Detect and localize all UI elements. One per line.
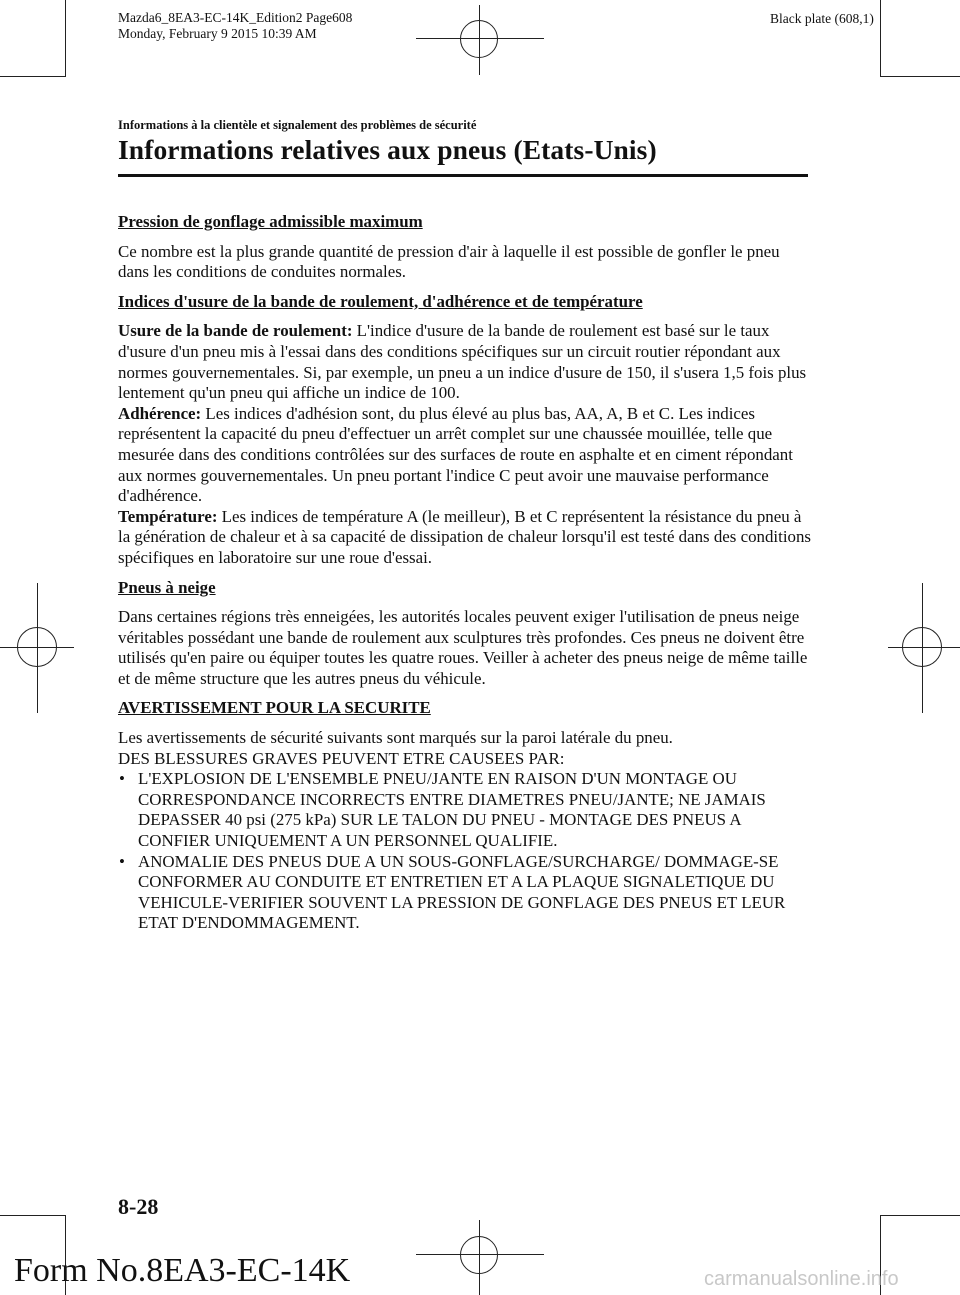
list-item (118, 769, 812, 851)
snow-tires-heading: Pneus à neige (118, 577, 216, 597)
indices-heading: Indices d'usure de la bande de roulement, d'adhérence et de température (118, 291, 643, 311)
print-date: Monday, February 9 2015 10:39 AM (118, 26, 317, 41)
temperature-paragraph (118, 507, 812, 569)
print-meta (118, 10, 352, 42)
traction-paragraph (118, 404, 812, 507)
plate-label: Black plate (608,1) (770, 11, 874, 26)
bullet-icon: • (119, 851, 125, 871)
max-pressure-heading: Pression de gonflage admissible maximum (118, 212, 423, 231)
file-name: Mazda6_8EA3-EC-14K_Edition2 Page608 (118, 10, 353, 25)
treadwear-paragraph (118, 321, 812, 403)
title-rule (118, 174, 808, 177)
traction-label: Adhérence: (118, 403, 202, 423)
snow-tires-text: Dans certaines régions très enneigées, les autorités locales peuvent exiger l'utilisation de pneus neige véritables possédant une bande de roulement aux sculptures très profondes. Ces pneus ne doivent être utilisés qu'en paire ou équiper toutes les quatre roues. Veiller à acheter des pneus neige de même taille et de même structure que les autres pneus du véhicule. (118, 607, 808, 688)
traction-text: Les indices d'adhésion sont, du plus élevé au plus bas, AA, A, B et C. Les indices représentent la capacité du pneu d'effectuer un arrêt complet sur une chaussée mouillée, telle que mesurée dans des conditions contrôlées sur des surfaces de route en asphalte et en ciment répondant aux normes gouvernementales. Un pneu portant l'indice C peut avoir une mauvaise performance d'adhérence. (118, 403, 793, 506)
watermark: carmanualsonline.info (704, 1268, 899, 1290)
safety-warning-cause: DES BLESSURES GRAVES PEUVENT ETRE CAUSEES PAR: (118, 748, 565, 768)
temperature-label: Température: (118, 506, 218, 526)
safety-warning-intro: Les avertissements de sécurité suivants sont marqués sur la paroi latérale du pneu. (118, 728, 673, 748)
bullet-text: L'EXPLOSION DE L'ENSEMBLE PNEU/JANTE EN RAISON D'UN MONTAGE OU CORRESPONDANCE INCORRECTS ENTRE DIAMETRES PNEU/JANTE; NE JAMAIS DEPASSER 40 psi (275 kPa) SUR LE TALON DU PNEU - MONTAGE DES PNEUS A CONFIER UNIQUEMENT A UN PERSONNEL QUALIFIE. (138, 769, 766, 851)
page-number: 8-28 (118, 1194, 159, 1219)
main-content (118, 212, 812, 934)
list-item (118, 852, 812, 934)
form-number: Form No.8EA3-EC-14K (14, 1252, 351, 1289)
bullet-text: ANOMALIE DES PNEUS DUE A UN SOUS-GONFLAGE/SURCHARGE/ DOMMAGE-SE CONFORMER AU CONDUITE ET ENTRETIEN ET A LA PLAQUE SIGNALETIQUE DU VEHICULE-VERIFIER SOUVENT LA PRESSION DE GONFLAGE DES PNEUS ET LEUR ETAT D'ENDOMMAGEMENT. (138, 851, 786, 933)
safety-warning-heading: AVERTISSEMENT POUR LA SECURITE (118, 698, 431, 718)
section-label: Informations à la clientèle et signalement des problèmes de sécurité (118, 118, 477, 132)
page-title: Informations relatives aux pneus (Etats-Unis) (118, 134, 657, 165)
max-pressure-text: Ce nombre est la plus grande quantité de pression d'air à laquelle il est possible de gonfler le pneu dans les conditions de conduites normales. (118, 241, 780, 282)
bullet-icon: • (119, 769, 125, 789)
treadwear-text: L'indice d'usure de la bande de roulement est basé sur le taux d'usure d'un pneu mis à l'essai dans des conditions spécifiques sur un circuit routier répondant aux normes gouvernementales. Si, par exemple, un pneu a un indice d'usure de 150, il s'usera 1,5 fois plus lentement qu'un pneu qui affiche un indice de 100. (118, 321, 807, 403)
treadwear-label: Usure de la bande de roulement: (118, 321, 353, 341)
temperature-text: Les indices de température A (le meilleur), B et C représentent la résistance du pneu à la génération de chaleur et à sa capacité de dissipation de chaleur lorsqu'il est testé dans des conditions spécifiques en laboratoire sur une roue d'essai. (118, 506, 811, 567)
